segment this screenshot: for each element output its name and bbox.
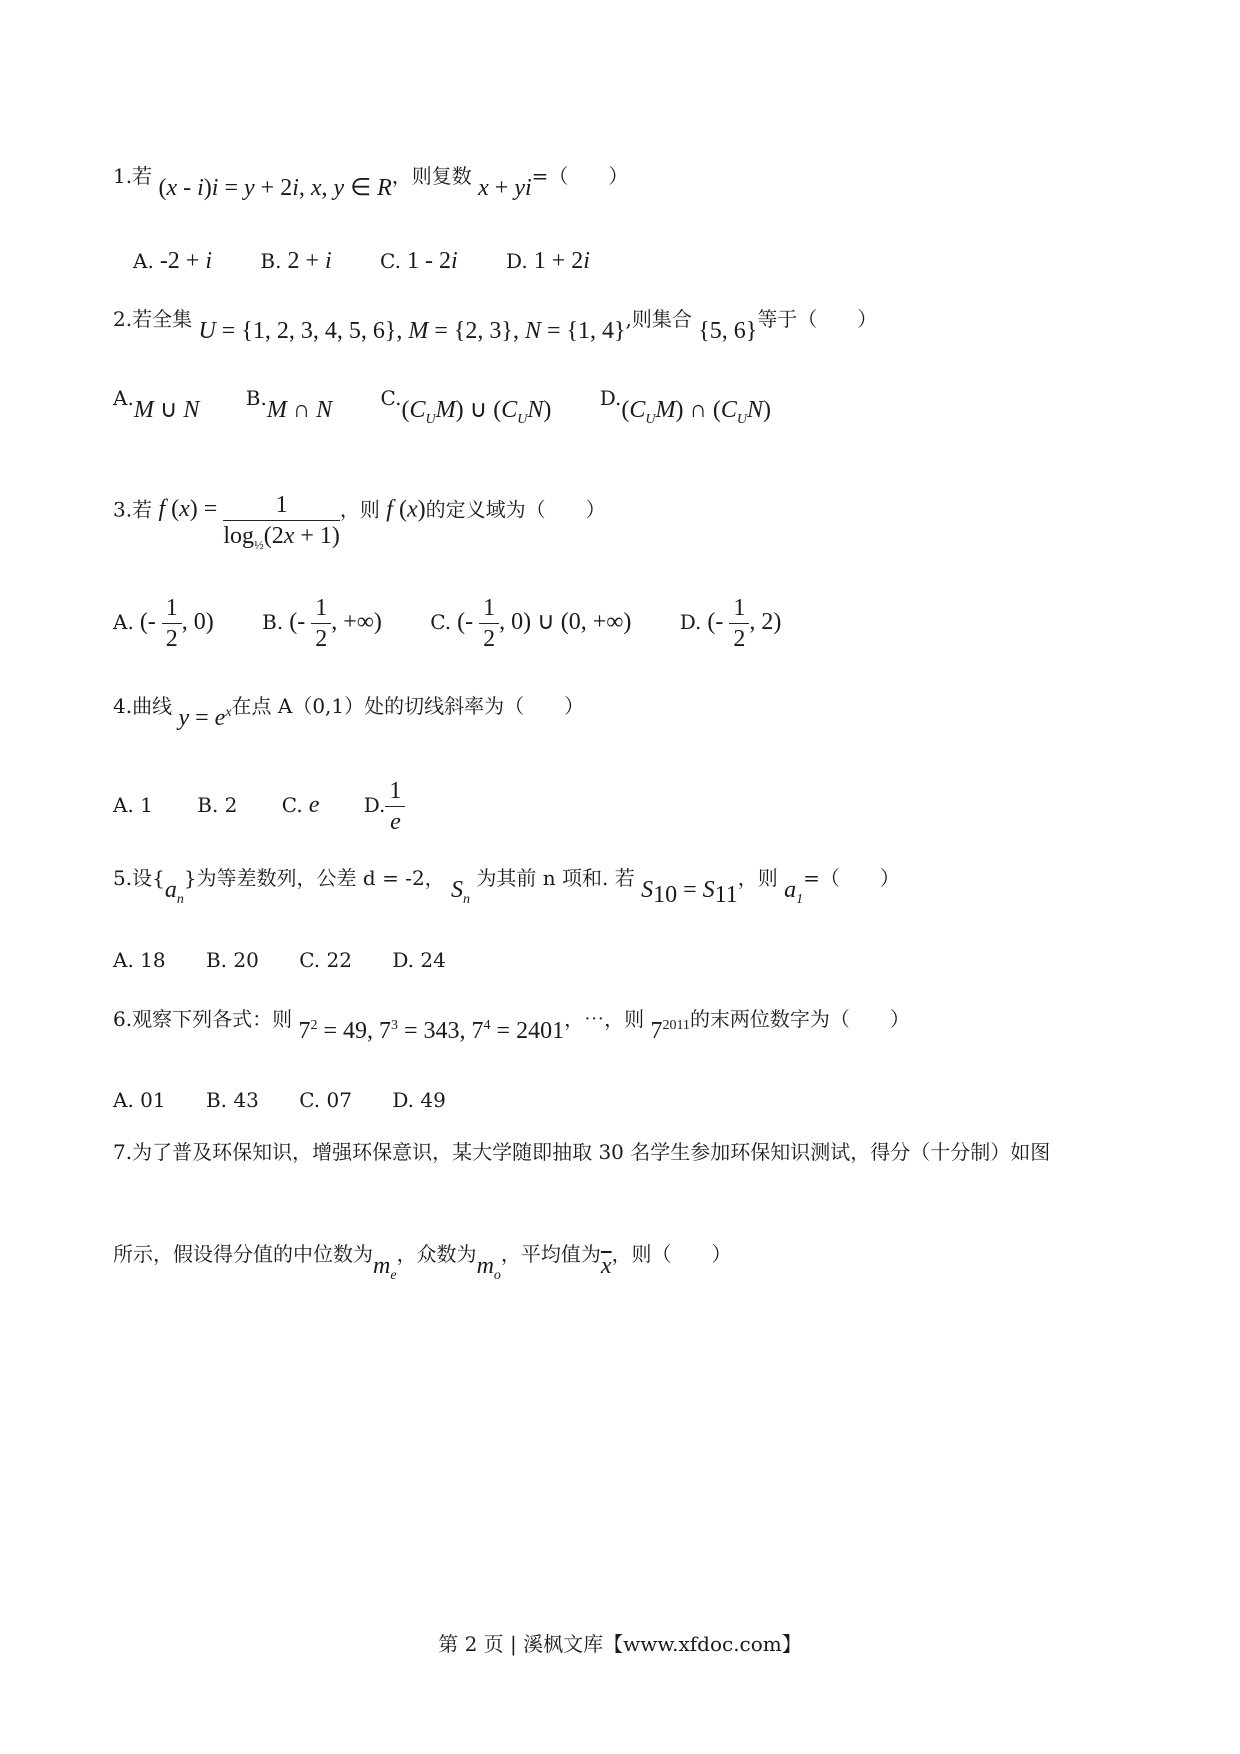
q1-end: =（ ） [531,164,629,188]
q4-option-d: D. $\frac{1}{e}$ [364,793,406,817]
q5-options [113,948,446,972]
q6-option-c: C. 07 [299,1088,352,1112]
q6-option-a: A. 01 [113,1088,166,1112]
q5-mid3: ，则 [737,866,778,890]
question-7-line-1 [113,1136,1050,1165]
q7-text-1: 为了普及环保知识，增强环保意识，某大学随即抽取 30 名学生参加环保知识测试，得分（十分制）如图 [132,1140,1051,1164]
q4-options [113,778,405,835]
q4-option-c: C. e [281,792,320,818]
q1-mid: ，则复数 [391,164,472,188]
q5-option-c: C. 22 [299,948,352,972]
question-4 [113,690,585,731]
q2-prefix: 若全集 [132,307,193,331]
q3-end: 的定义域为（ ） [425,497,606,522]
q7-text-2d: ，则（ ） [611,1242,732,1266]
q2-option-a: A.M ∪ N [113,386,200,423]
q7-number: 7. [113,1140,133,1164]
q5-option-d: D. 24 [392,948,446,972]
q4-number: 4. [113,694,133,718]
q2-formula: U = {1, 2, 3, 4, 5, 6}, M = {2, 3}, N = {1, 4} [198,318,626,344]
q7-text-2a: 所示，假设得分值的中位数为 [113,1242,373,1266]
q3-number: 3. [113,497,133,522]
q1-options [133,248,632,275]
q4-end: 在点 A（0,1）处的切线斜率为（ ） [231,694,585,718]
q5-prefix: 设{ [132,866,165,890]
q4-option-a: A. 1 [113,793,153,817]
q6-power: $7^{2011}$ [650,1018,690,1044]
q6-number: 6. [113,1007,133,1031]
q6-end: 的末两位数字为（ ） [689,1007,910,1031]
question-6 [113,1003,910,1044]
q1-number: 1. [113,164,133,188]
q2-number: 2. [113,307,133,331]
q1-option-c: C. 1 - 2i [380,248,458,274]
question-7-line-2: 所示，假设得分值的中位数为$m_e$，众数为$m_o$，平均值为$\overline{x}$，则（ ） [113,1242,732,1283]
q1-target: x + yi [478,175,532,201]
q2-set: {5, 6} [698,318,758,344]
question-3: 3.若 f (x) = $\frac{1}{\log_{\frac{1}{2}}(2x + 1)}$ ，则 f (x)的定义域为（ ） [113,492,606,552]
q6-option-b: B. 43 [205,1088,259,1112]
question-5: 5.设$\{a_n\}$为等差数列，公差 d = -2， $S_n$ 为其前 n 项和. 若 $S_{10} = S_{11}$，则 $a_1=$（ ） [113,866,900,908]
q3-mid: ，则 [339,497,380,522]
q2-end: 等于（ ） [757,307,878,331]
q1-option-a: A. -2 + i [133,248,213,274]
q7-text-2c: ，平均值为 [500,1242,601,1266]
q3-option-a: A. (- $\frac{1}{2}$ , 0) [113,595,214,652]
q6-formula: $7^2 = 49$, $7^3 = 343$, $7^4 = 2401$ [298,1018,565,1044]
q5-option-b: B. 20 [205,948,259,972]
q4-prefix: 曲线 [132,694,173,718]
q2-option-d: $D.(C_UM)$ ∩ $(C_UN)$ [599,386,772,427]
q5-mid2: 为其前 n 项和. 若 [476,866,635,890]
q1-option-d: D. 1 + 2i [506,248,590,274]
question-2 [113,303,878,344]
q5-number: 5. [113,866,133,890]
q5-mid1: }为等差数列，公差 d = -2， [183,866,445,890]
q4-formula: $y = e^x$ [178,705,232,731]
q3-options [113,595,781,652]
q3-option-d: D. (- $\frac{1}{2}$ , 2) [679,595,782,652]
q3-option-c: C. (- $\frac{1}{2}$ , 0) ∪ (0, +∞) [430,595,632,652]
q6-prefix: 观察下列各式：则 [132,1007,293,1031]
page-footer: 第 2 页 | 溪枫文库【www.xfdoc.com】 [438,1632,802,1656]
question-1 [113,160,629,201]
q2-option-b: B.M ∩ N [245,386,333,423]
q6-options [113,1088,446,1112]
q1-option-b: B. 2 + i [260,248,332,274]
q1-prefix: 若 [132,164,153,188]
q6-mid: ，⋯，则 [564,1007,645,1031]
q5-option-a: A. 18 [113,948,166,972]
q6-option-d: D. 49 [392,1088,446,1112]
q3-option-b: B. (- $\frac{1}{2}$ , +∞) [262,595,382,652]
q5-formula: $S_{10} = S_{11}$ [641,877,738,908]
q3-formula: f (x) = $\frac{1}{\log_{\frac{1}{2}}(2x + 1)}$ [158,492,340,552]
q2-mid: ,则集合 [625,307,692,331]
q5-end: =（ ） [803,866,900,890]
q4-option-b: B. 2 [197,793,238,817]
q1-formula: (x - i)i = y + 2i, x, y ∈ R [158,175,392,201]
q2-option-c: $C.(C_UM)$ ∪ $(C_UN)$ [380,386,552,427]
q2-options [113,386,772,428]
q7-text-2b: ，众数为 [396,1242,477,1266]
q3-prefix: 若 [132,497,153,522]
